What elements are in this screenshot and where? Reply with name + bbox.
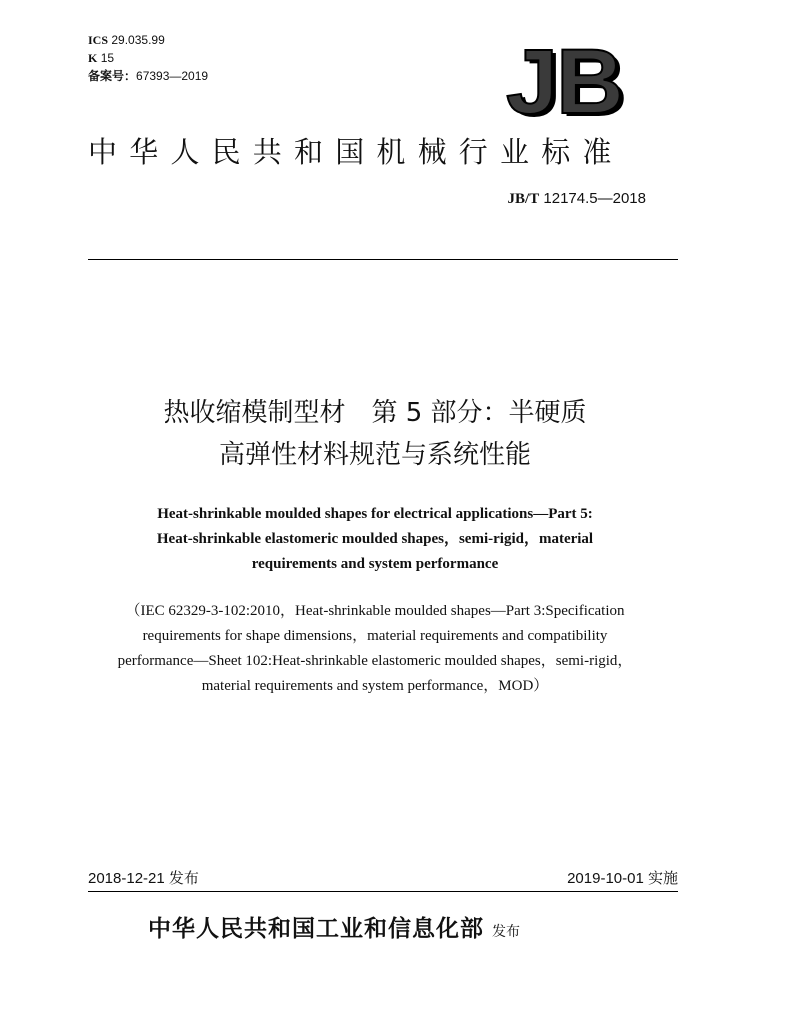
iec-ref-line2: requirements for shape dimensions，material requirements and compatibility [142,628,608,644]
issuer-action: 发布 [492,924,520,940]
standard-banner: 中华人民共和国机械行业标准 [88,135,624,169]
record-value: 67393—2019 [136,69,209,83]
jb-logo: JB [506,31,622,133]
title-cn-line2: 高弹性材料规范与系统性能 [218,440,531,470]
top-divider [88,259,678,260]
bottom-divider [88,891,678,892]
ics-label: ICS [88,33,109,47]
standard-prefix: JB/T [507,191,540,207]
effective-date: 2019-10-01 实施 [567,870,678,887]
iec-ref-line3: performance—Sheet 102:Heat-shrinkable elastomeric moulded shapes，semi-rigid， [117,653,633,669]
iec-ref-line1: （IEC 62329-3-102:2010，Heat-shrinkable moulded shapes—Part 3:Specification [125,603,625,619]
issue-date: 2018-12-21 发布 [88,870,199,887]
class-label: K [88,51,98,65]
issuer-organization: 中华人民共和国工业和信息化部 [148,916,484,942]
classification-code [88,51,114,65]
ics-code [88,33,165,47]
iec-ref-line4: material requirements and system performance，MOD） [201,678,549,694]
ics-value: 29.035.99 [111,33,165,47]
class-value: 15 [100,51,115,65]
issuer [148,910,520,943]
title-cn-line1: 热收缩模制型材 第 5 部分：半硬质 [163,398,587,428]
title-en-line2: Heat-shrinkable elastomeric moulded shapes，semi-rigid，material [156,531,594,547]
title-en-line1: Heat-shrinkable moulded shapes for electrical applications—Part 5: [157,506,593,522]
record-label: 备案号： [88,69,137,83]
standard-number [470,190,646,208]
standard-number-value: 12174.5—2018 [543,190,646,207]
title-en-line3: requirements and system performance [251,556,499,572]
record-number [88,69,208,83]
